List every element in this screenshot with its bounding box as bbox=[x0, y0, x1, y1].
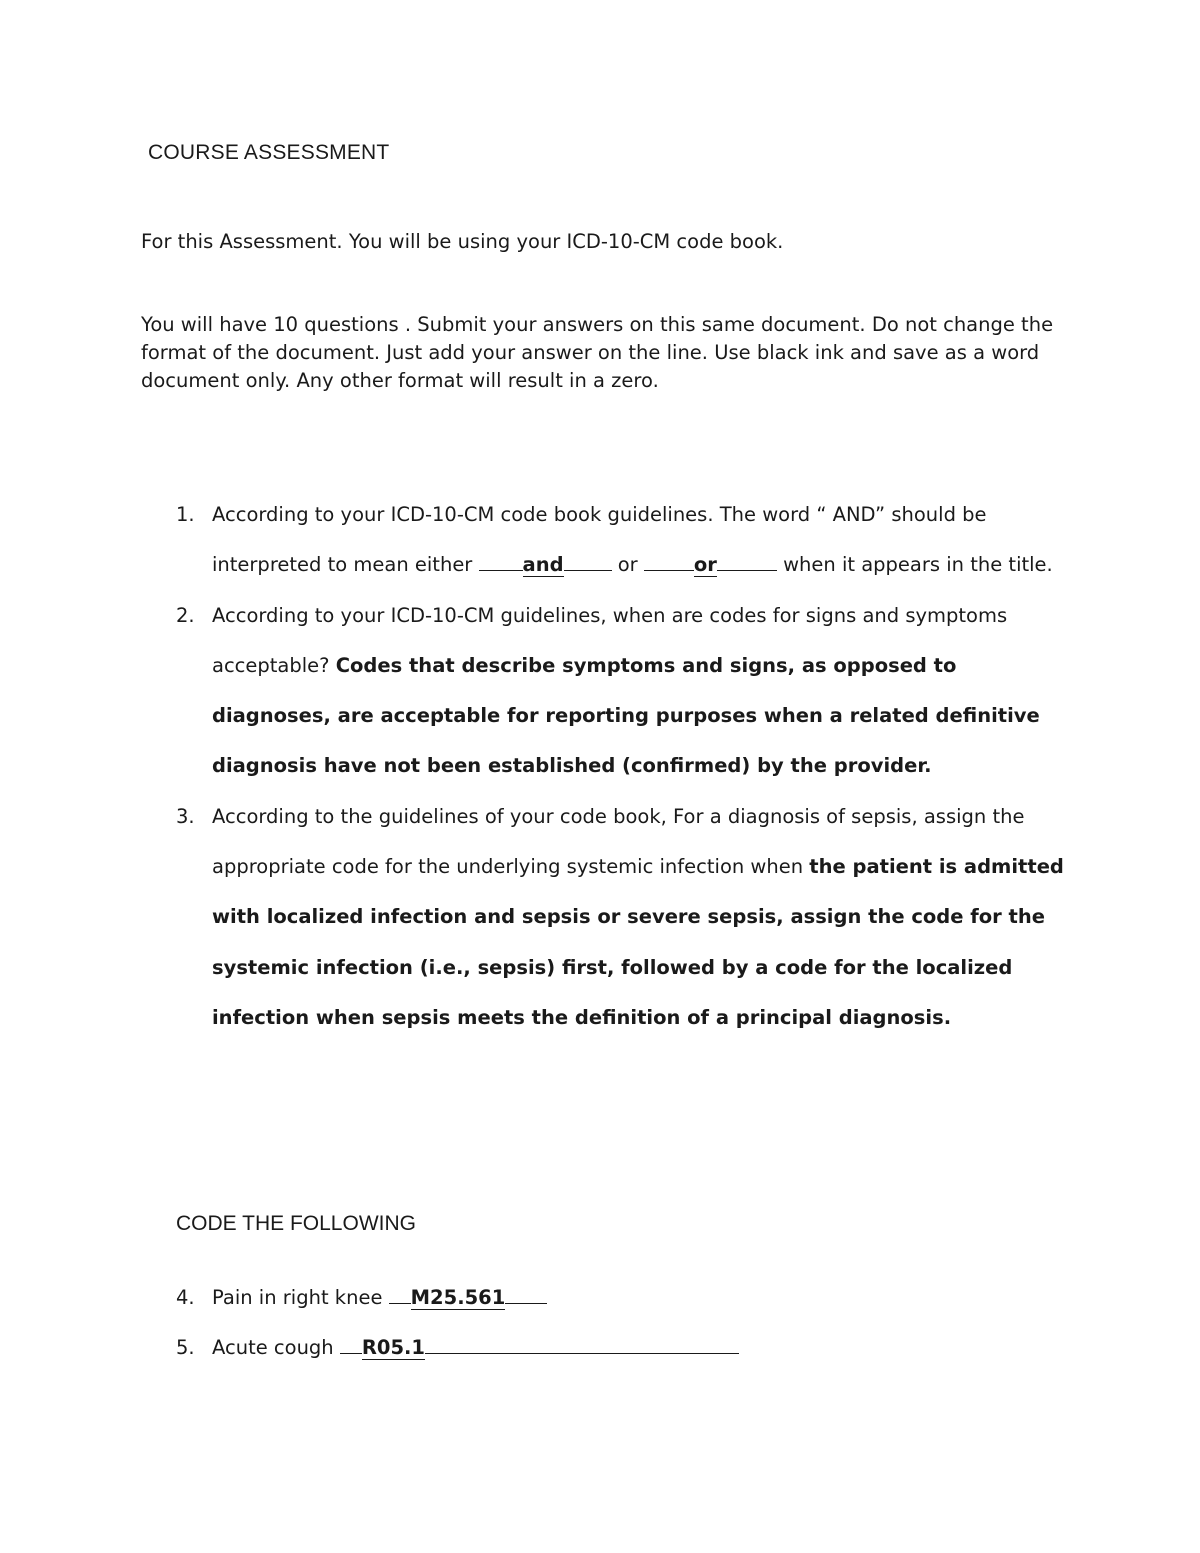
question-list bbox=[176, 490, 1076, 1043]
answer-text[interactable]: and bbox=[522, 553, 564, 577]
answer-text[interactable]: M25.561 bbox=[410, 1286, 506, 1309]
answer-text[interactable]: Codes that describe symptoms and signs, as opposed to diagnoses, are acceptable for reporting purposes when a related definitive diagnosis have not been established (confirmed) by the provider. bbox=[212, 653, 1040, 778]
question-number: 2. bbox=[176, 603, 195, 627]
question-text: when it appears in the title. bbox=[776, 553, 1053, 577]
question-text: According to your ICD-10-CM guidelines, when are codes for signs and symptoms acceptable? bbox=[212, 603, 1008, 677]
question-1 bbox=[176, 490, 1076, 591]
answer-line[interactable] bbox=[505, 1281, 547, 1304]
question-text: According to the guidelines of your code book, For a diagnosis of sepsis, assign the appropriate code for the underlying systemic infection when bbox=[212, 804, 1025, 879]
question-2 bbox=[176, 591, 1076, 792]
question-number: 3. bbox=[176, 804, 195, 828]
question-number: 4. bbox=[176, 1286, 195, 1309]
answer-line[interactable] bbox=[479, 548, 523, 571]
question-text: Pain in right knee bbox=[212, 1286, 389, 1309]
answer-line[interactable] bbox=[644, 548, 694, 571]
answer-line[interactable] bbox=[425, 1331, 739, 1354]
answer-line[interactable] bbox=[717, 548, 777, 571]
answer-text[interactable]: the patient is admitted with localized infection and sepsis or severe sepsis, assign the code for the systemic infection (i.e., sepsis) first, followed by a code for the localized infection when sepsis meets the definition of a principal diagnosis. bbox=[212, 855, 1064, 1029]
question-number: 5. bbox=[176, 1336, 195, 1360]
question-3 bbox=[176, 792, 1076, 1043]
answer-text[interactable]: or bbox=[693, 553, 717, 577]
page-title: COURSE ASSESSMENT bbox=[148, 141, 390, 164]
question-connector: or bbox=[611, 553, 644, 577]
answer-line[interactable] bbox=[340, 1331, 362, 1354]
answer-line[interactable] bbox=[564, 548, 612, 571]
coding-item-4 bbox=[176, 1273, 1076, 1323]
coding-list bbox=[176, 1273, 1076, 1374]
coding-item-5 bbox=[176, 1323, 1076, 1373]
answer-text[interactable]: R05.1 bbox=[361, 1336, 426, 1360]
intro-text: For this Assessment. You will be using your ICD-10-CM code book. bbox=[141, 230, 784, 253]
section-heading: CODE THE FOLLOWING bbox=[176, 1212, 416, 1235]
answer-line[interactable] bbox=[389, 1281, 411, 1304]
question-text: According to your ICD-10-CM code book guidelines. The word “ AND” should be interpreted to mean either bbox=[212, 503, 987, 577]
question-text: Acute cough bbox=[212, 1336, 340, 1360]
instructions-text: You will have 10 questions . Submit your answers on this same document. Do not change the format of the document. Just add your answer on the line. Use black ink and save as a word document only. Any other format will result in a zero. bbox=[141, 313, 1054, 392]
question-number: 1. bbox=[176, 503, 195, 526]
